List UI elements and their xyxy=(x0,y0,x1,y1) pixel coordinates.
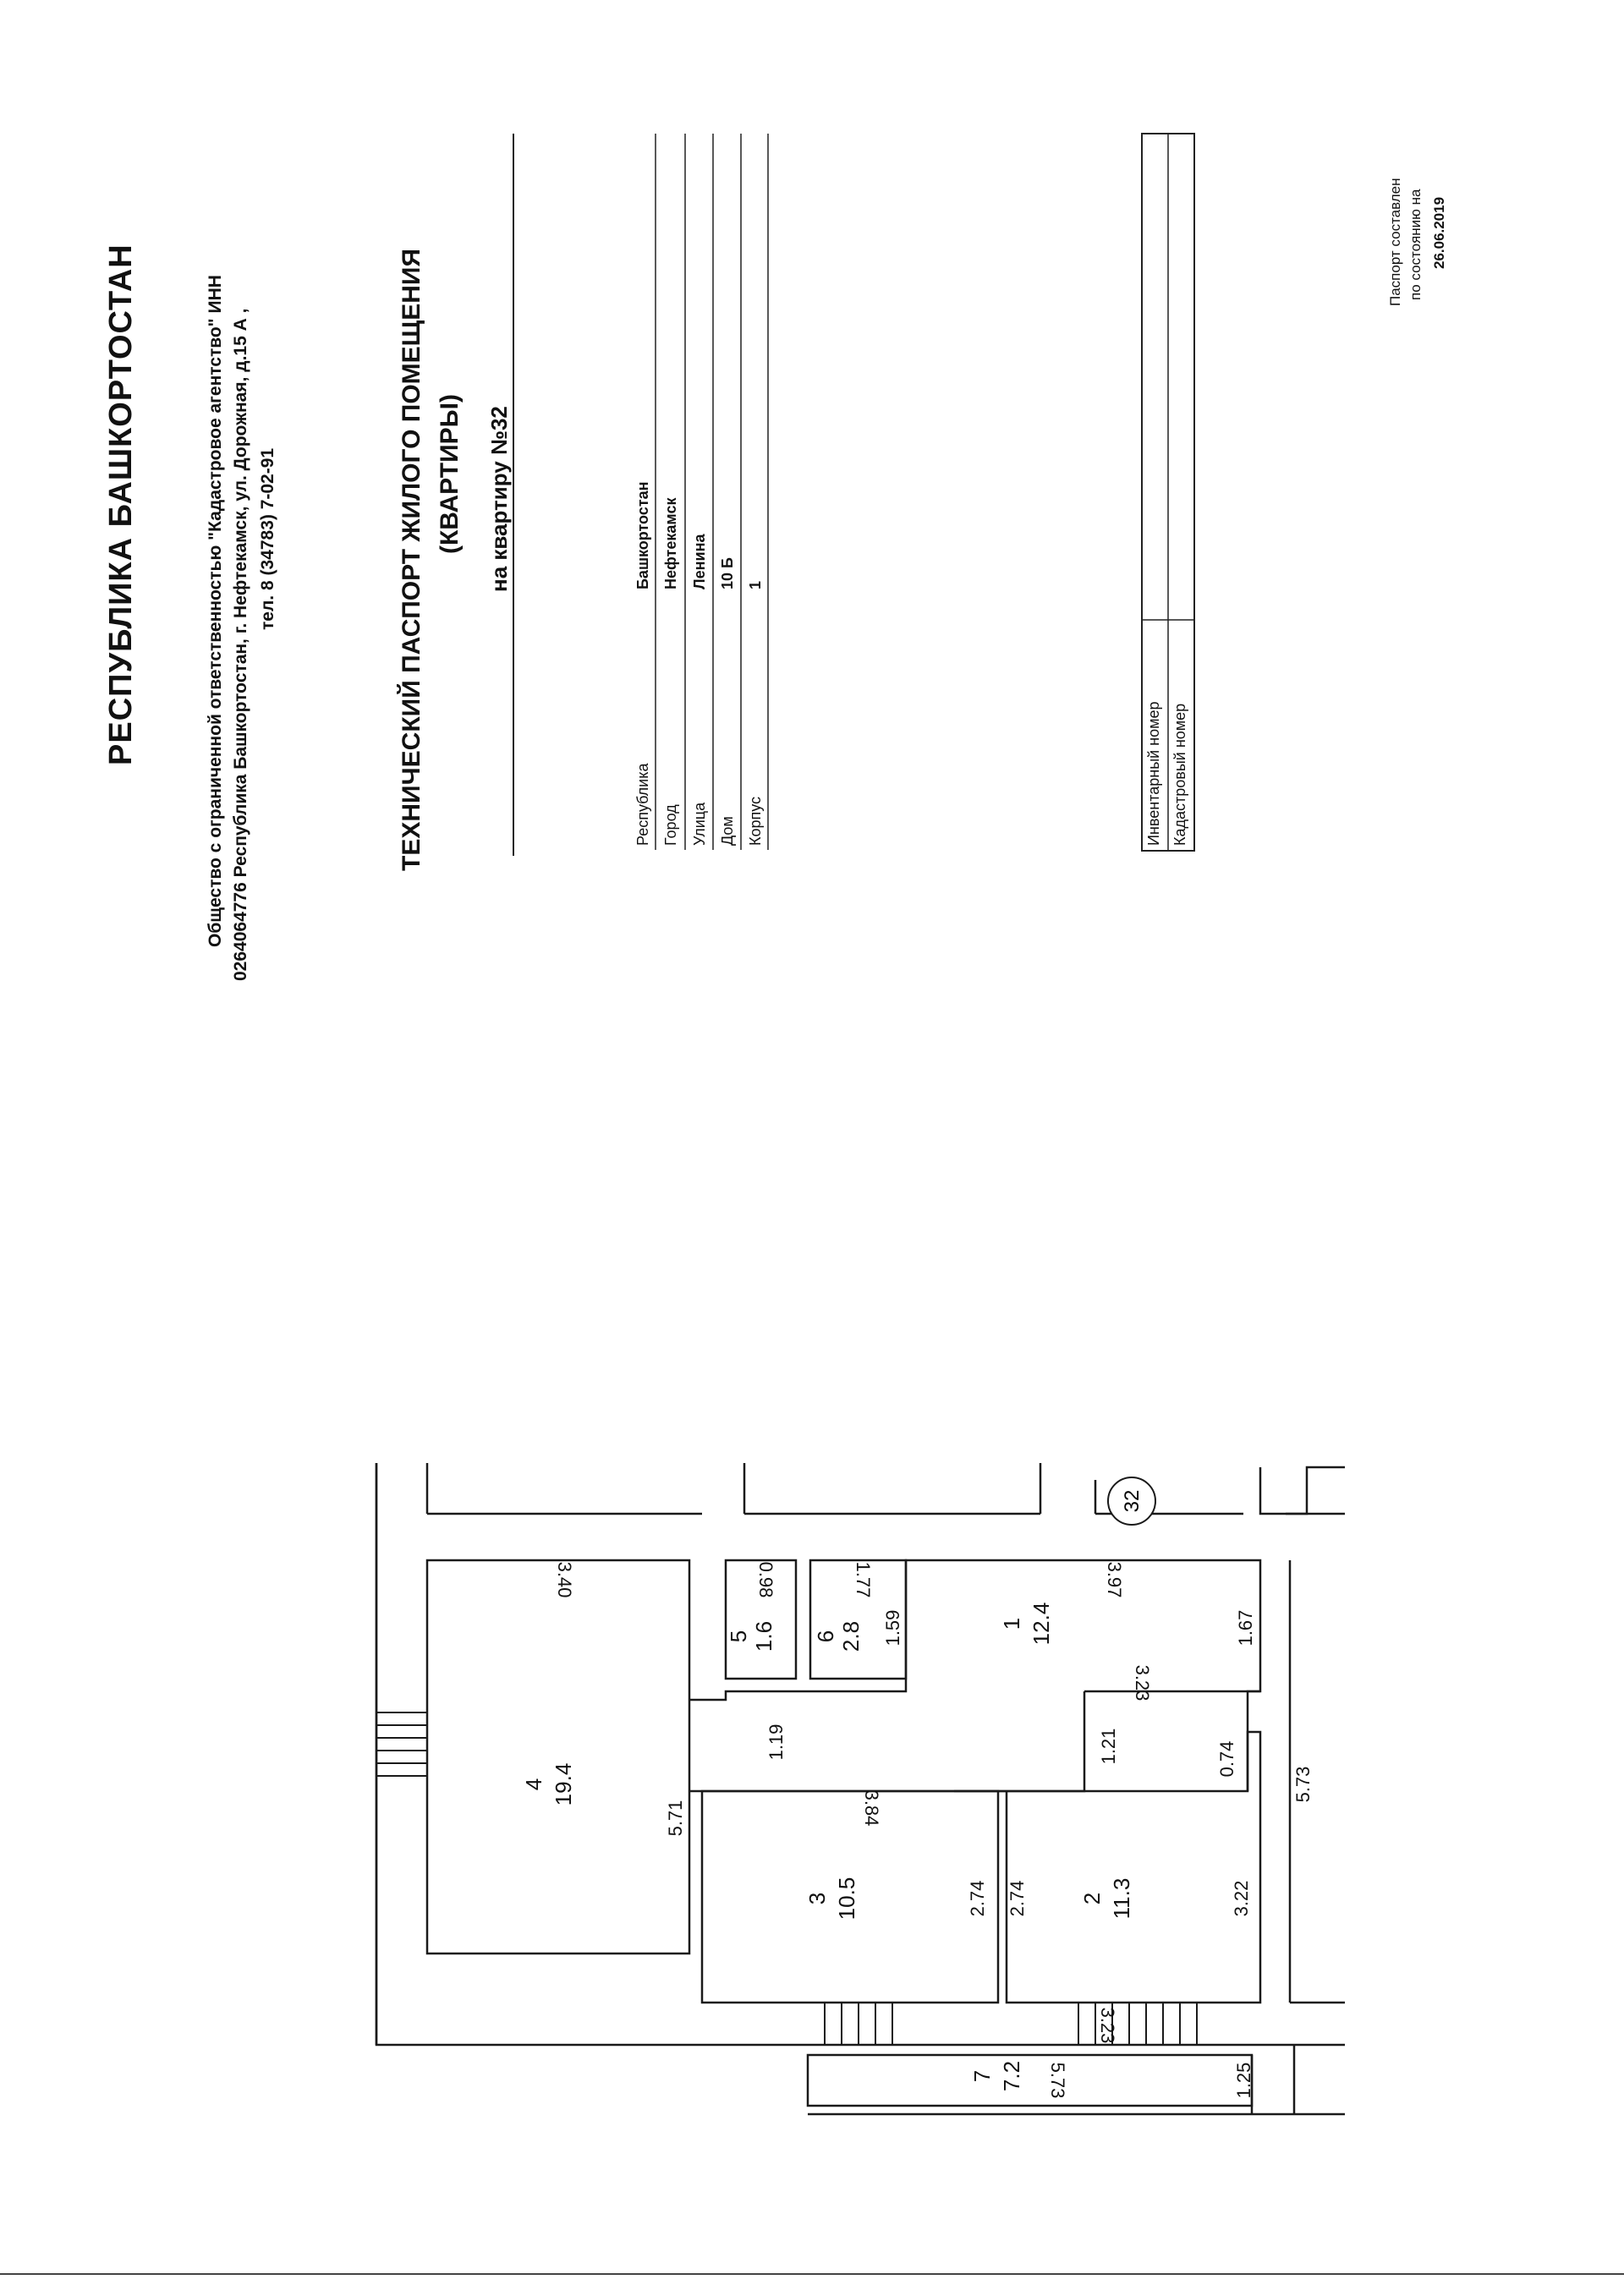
address-label-republic: Республика xyxy=(634,763,651,846)
room-4-number: 4 xyxy=(521,1778,546,1791)
address-value-building: 1 xyxy=(747,580,764,589)
dimension-label: 0.74 xyxy=(1216,1740,1237,1778)
dimension-label: 2.74 xyxy=(967,1880,988,1917)
inventory-number-label: Инвентарный номер xyxy=(1145,701,1162,846)
address-value-city: Нефтекамск xyxy=(662,497,679,589)
dimension-label: 1.67 xyxy=(1235,1609,1256,1647)
room-2-number: 2 xyxy=(1079,1892,1105,1905)
room-7-area: 7.2 xyxy=(999,2060,1024,2092)
dimension-label: 1.21 xyxy=(1098,1728,1119,1765)
republic-heading: РЕСПУБЛИКА БАШКОРТОСТАН xyxy=(103,244,139,765)
organization-line-1: Общество с ограниченной ответственностью "Кадастровое агентство" ИНН xyxy=(206,275,225,947)
dimension-label: 2.74 xyxy=(1007,1880,1028,1917)
dimension-label: 3.22 xyxy=(1231,1880,1252,1917)
status-note-date: 26.06.2019 xyxy=(1431,196,1447,269)
organization-line-3: тел. 8 (34783) 7-02-91 xyxy=(258,447,277,630)
room-5-number: 5 xyxy=(726,1630,751,1643)
dimension-label: 1.25 xyxy=(1233,2062,1254,2099)
dimension-label: 3.23 xyxy=(1132,1664,1153,1701)
room-5-area: 1.6 xyxy=(751,1620,776,1652)
dimension-label: 3.97 xyxy=(1104,1561,1125,1598)
room-3-area: 10.5 xyxy=(834,1877,859,1921)
document-title-line-2: (КВАРТИРЫ) xyxy=(436,393,464,554)
status-note-line-1: Паспорт составлен xyxy=(1387,178,1403,306)
status-note-line-2: по состоянию на xyxy=(1407,189,1424,300)
cadastral-number-label: Кадастровый номер xyxy=(1171,703,1188,846)
dimension-label: 1.77 xyxy=(853,1561,874,1598)
room-1-area: 12.4 xyxy=(1029,1602,1054,1646)
address-label-house: Дом xyxy=(719,816,736,846)
dimension-label: 0.98 xyxy=(755,1561,776,1598)
address-label-street: Улица xyxy=(691,802,708,846)
room-7-number: 7 xyxy=(969,2069,995,2083)
dimension-label: 3.23 xyxy=(1097,2007,1118,2044)
apartment-number: 32 xyxy=(1121,1489,1144,1513)
room-2-area: 11.3 xyxy=(1109,1877,1134,1920)
dimension-label: 1.59 xyxy=(882,1609,903,1647)
document-subtitle: на квартиру №32 xyxy=(486,406,512,592)
footer-line xyxy=(0,2273,1624,2275)
room-4-area: 19.4 xyxy=(551,1762,576,1806)
document-title: ТЕХНИЧЕСКИЙ ПАСПОРТ ЖИЛОГО ПОМЕЩЕНИЯ xyxy=(398,248,425,871)
address-value-house: 10 Б xyxy=(719,557,736,589)
room-3-number: 3 xyxy=(804,1892,830,1905)
dimension-label: 3.40 xyxy=(554,1561,575,1598)
dimension-label: 1.19 xyxy=(765,1723,787,1761)
address-label-city: Город xyxy=(662,804,679,846)
dimension-label: 3.84 xyxy=(861,1789,882,1827)
dimension-label: 5.73 xyxy=(1047,2062,1068,2099)
address-value-street: Ленина xyxy=(691,534,708,589)
room-1-number: 1 xyxy=(999,1617,1024,1630)
dimension-label: 5.73 xyxy=(1292,1766,1314,1803)
room-6-number: 6 xyxy=(813,1630,838,1643)
address-label-building: Корпус xyxy=(747,796,764,846)
room-6-area: 2.8 xyxy=(838,1620,864,1652)
address-value-republic: Башкортостан xyxy=(634,481,651,589)
organization-line-2: 0264064776 Республика Башкортостан, г. Нефтекамск, ул. Дорожная, д.15 А , xyxy=(231,308,250,981)
dimension-label: 5.71 xyxy=(665,1800,686,1837)
